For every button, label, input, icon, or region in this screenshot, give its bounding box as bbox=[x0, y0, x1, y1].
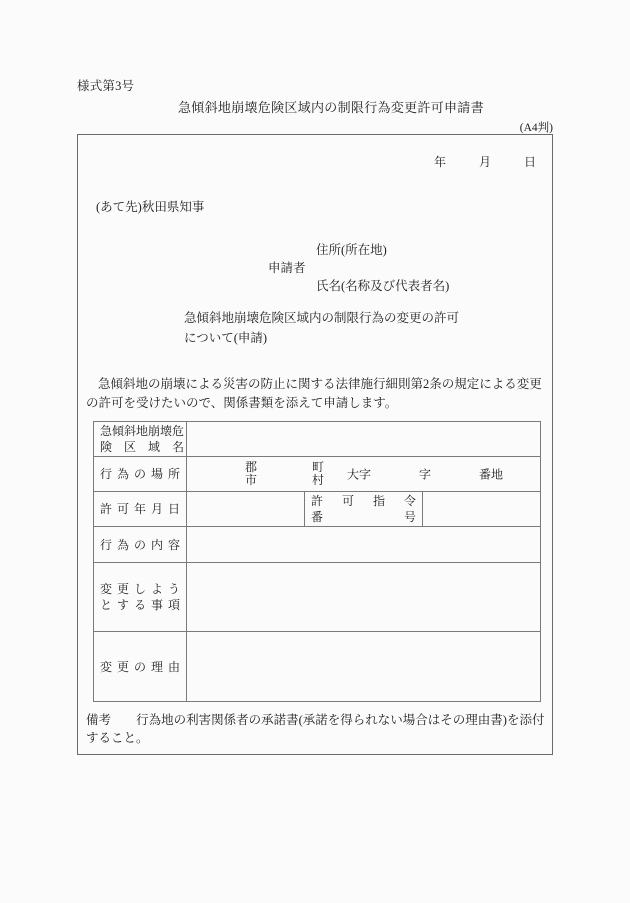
location-ooaza-label: 大字 bbox=[347, 467, 372, 482]
application-details-table bbox=[93, 421, 541, 702]
location-gun-shi-label: 郡 市 bbox=[245, 460, 258, 487]
table-row bbox=[94, 422, 541, 457]
date-year-label: 年 bbox=[433, 155, 446, 169]
document-title: 急傾斜地崩壊危険区域内の制限行為変更許可申請書 bbox=[178, 100, 484, 115]
row-label-act-content: 行為の内容 bbox=[94, 527, 187, 563]
date-day-label: 日 bbox=[523, 155, 536, 169]
body-paragraph: 急傾斜地の崩壊による災害の防止に関する法律施行細則第2条の規定による変更の許可を受けたいので、関係書類を添えて申請します。 bbox=[86, 377, 542, 410]
applicant-name-label: 氏名(名称及び代表者名) bbox=[316, 279, 450, 293]
table-row bbox=[94, 492, 541, 527]
table-row bbox=[94, 563, 541, 632]
row-value-danger-zone-name[interactable] bbox=[187, 422, 541, 457]
row-value-permit-order-number[interactable] bbox=[423, 492, 541, 527]
remarks-label: 備考 bbox=[86, 713, 112, 727]
applicant-address-label: 住所(所在地) bbox=[316, 243, 387, 257]
row-value-change-reason[interactable] bbox=[187, 632, 541, 702]
date-month-label: 月 bbox=[478, 155, 491, 169]
table-row bbox=[94, 457, 541, 492]
addressee-label: (あて先)秋田県知事 bbox=[96, 200, 205, 214]
row-value-permit-date[interactable] bbox=[187, 492, 305, 527]
row-value-act-content[interactable] bbox=[187, 527, 541, 563]
applicant-role-label: 申請者 bbox=[268, 261, 306, 275]
location-banchi-label: 番地 bbox=[479, 467, 504, 482]
row-label-danger-zone-name: 急傾斜地崩壊危 険 区 域 名 bbox=[94, 422, 187, 457]
table-row bbox=[94, 632, 541, 702]
subject-line-2: について(申請) bbox=[184, 331, 268, 345]
form-number: 様式第3号 bbox=[77, 79, 135, 93]
date-line bbox=[78, 153, 536, 170]
location-aza-label: 字 bbox=[419, 467, 432, 482]
row-value-items-to-change[interactable] bbox=[187, 563, 541, 632]
remarks-text: 行為地の利害関係者の承諾書(承諾を得られない場合はその理由書)を添付すること。 bbox=[86, 713, 545, 745]
remarks-note bbox=[86, 711, 546, 747]
row-label-items-to-change: 変更しよう とする事項 bbox=[94, 563, 187, 632]
paper-size-note: (A4判) bbox=[519, 122, 553, 134]
row-label-change-reason: 変更の理由 bbox=[94, 632, 187, 702]
subject-line-1: 急傾斜地崩壊危険区域内の制限行為の変更の許可 bbox=[184, 311, 460, 325]
row-label-permit-date: 許可年月日 bbox=[94, 492, 187, 527]
subject-block bbox=[184, 308, 459, 348]
row-value-act-location[interactable] bbox=[187, 457, 541, 492]
applicant-block bbox=[268, 241, 449, 295]
table-row bbox=[94, 527, 541, 563]
row-label-permit-order-number: 許可指令 番 号 bbox=[305, 492, 423, 527]
location-cho-son-label: 町 村 bbox=[312, 460, 325, 487]
act-location-fields bbox=[187, 457, 540, 491]
application-form-box bbox=[77, 134, 553, 755]
row-label-act-location: 行為の場所 bbox=[94, 457, 187, 492]
